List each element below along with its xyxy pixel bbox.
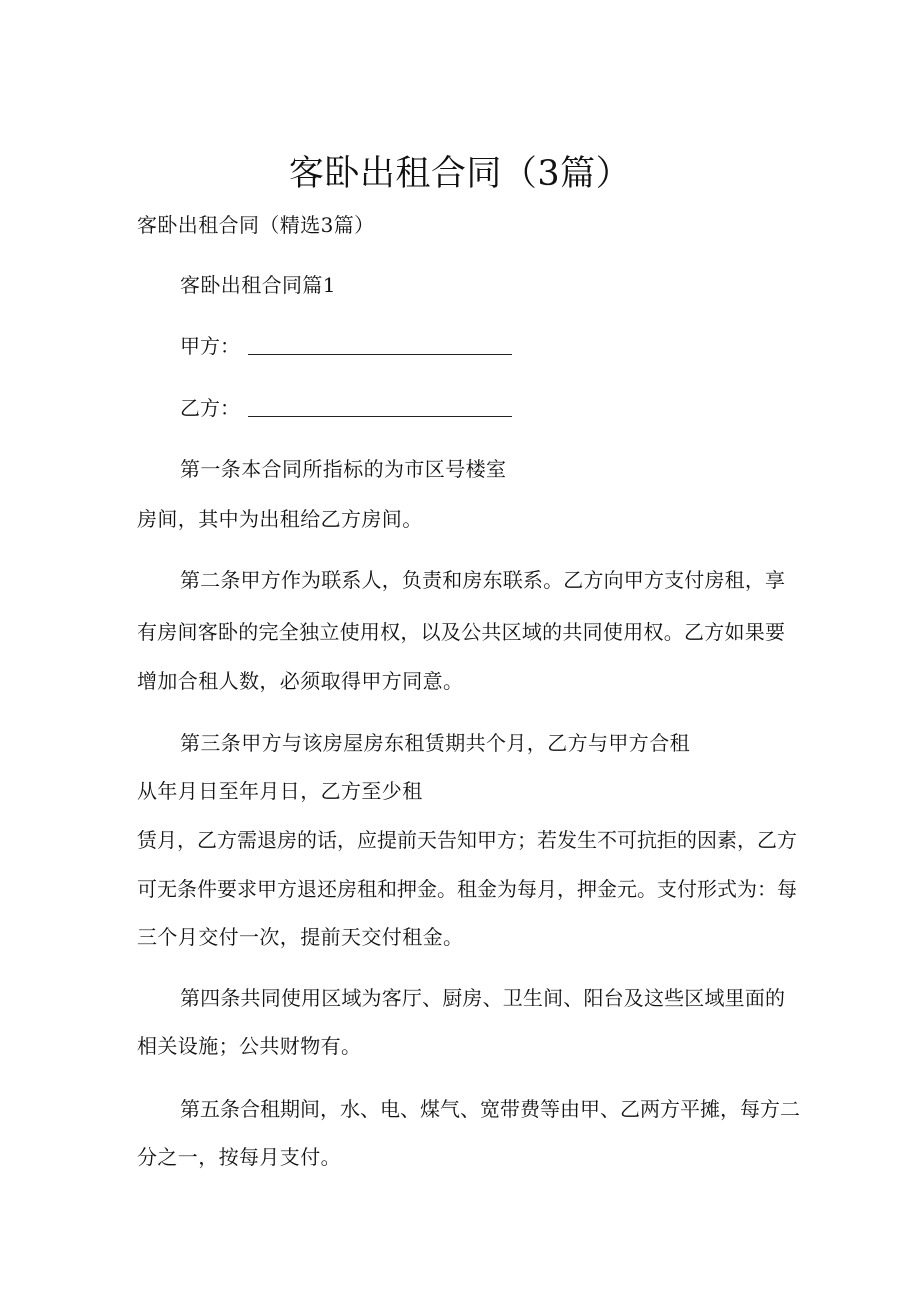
document-subtitle: 客卧出租合同（精选3篇）	[137, 213, 375, 237]
document-title: 客卧出租合同（3篇）	[288, 154, 632, 194]
article-5-line-2: 分之一，按每月支付。	[137, 1145, 341, 1169]
party-a-label: 甲方：	[180, 334, 240, 358]
article-3-line-4: 可无条件要求甲方退还房租和押金。租金为每月，押金元。支付形式为：每	[137, 877, 797, 901]
article-2-line-2: 有房间客卧的完全独立使用权，以及公共区域的共同使用权。乙方如果要	[137, 620, 785, 644]
article-3-line-3: 赁月，乙方需退房的话，应提前天告知甲方；若发生不可抗拒的因素，乙方	[137, 828, 797, 852]
article-2-line-3: 增加合租人数，必须取得甲方同意。	[137, 669, 464, 693]
article-3-line-5: 三个月交付一次，提前天交付租金。	[137, 925, 464, 949]
article-3-line-2: 从年月日至年月日，乙方至少租	[137, 779, 423, 803]
article-4-line-2: 相关设施；公共财物有。	[137, 1034, 362, 1058]
article-3-line-1: 第三条甲方与该房屋房东租赁期共个月，乙方与甲方合租	[180, 731, 690, 755]
section-heading: 客卧出租合同篇1	[180, 273, 336, 297]
party-b-blank-line	[248, 396, 512, 417]
party-a-blank-line	[248, 334, 512, 355]
article-1-line-1: 第一条本合同所指标的为市区号楼室	[180, 457, 507, 481]
article-5-line-1: 第五条合租期间，水、电、煤气、宽带费等由甲、乙两方平摊，每方二	[180, 1097, 800, 1121]
party-b-label: 乙方：	[180, 396, 240, 420]
article-1-line-2: 房间，其中为出租给乙方房间。	[137, 507, 423, 531]
article-2-line-1: 第二条甲方作为联系人，负责和房东联系。乙方向甲方支付房租，享	[180, 568, 785, 592]
article-4-line-1: 第四条共同使用区域为客厅、厨房、卫生间、阳台及这些区域里面的	[180, 986, 785, 1010]
